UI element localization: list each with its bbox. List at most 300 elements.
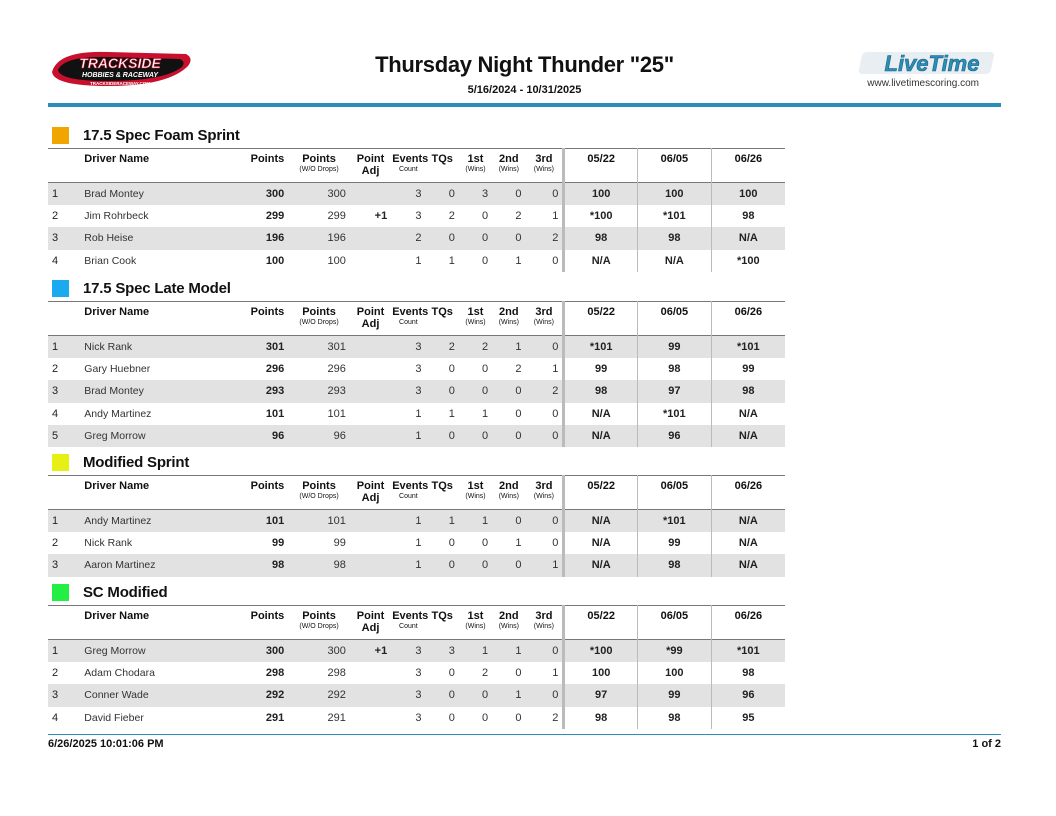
cell-points: 299 xyxy=(265,210,285,223)
cell-points: 100 xyxy=(265,254,285,267)
cell-race: 96 xyxy=(638,425,712,447)
cell-point-adj xyxy=(350,183,391,205)
cell-race: *100 xyxy=(564,640,638,662)
col-first xyxy=(459,302,492,336)
col-position xyxy=(48,606,80,640)
cell-third: 0 xyxy=(552,407,559,420)
cell-first: 1 xyxy=(482,514,489,527)
col-points xyxy=(236,476,288,510)
cell-events: 1 xyxy=(415,537,422,550)
cell-race: N/A xyxy=(564,554,638,576)
col-first-sublabel: (Wins) xyxy=(465,623,486,630)
col-points-wo-drops xyxy=(288,476,350,510)
page-number: 1 of 2 xyxy=(972,738,1001,750)
col-point-adj-label: Point Adj xyxy=(356,306,385,330)
col-points-wo-drops xyxy=(288,606,350,640)
col-third xyxy=(525,149,563,183)
cell-race: 98 xyxy=(638,358,712,380)
cell-points: 99 xyxy=(272,537,285,550)
cell-point-adj xyxy=(350,532,391,554)
cell-points-wo-drops: 301 xyxy=(327,340,346,353)
cell-second: 1 xyxy=(515,644,522,657)
cell-third: 0 xyxy=(552,514,559,527)
cell-race: 98 xyxy=(638,227,712,249)
col-second-sublabel: (Wins) xyxy=(498,166,519,173)
cell-position: 2 xyxy=(52,363,59,376)
cell-events: 3 xyxy=(415,711,422,724)
cell-points: 98 xyxy=(272,559,285,572)
col-race xyxy=(638,476,712,510)
col-first-label: 1st xyxy=(467,153,484,165)
table-row xyxy=(48,336,785,358)
col-events-label: Events xyxy=(392,480,429,492)
cell-third: 1 xyxy=(552,210,559,223)
header-row xyxy=(48,302,785,336)
col-race-label: 05/22 xyxy=(587,153,615,165)
cell-points-wo-drops: 293 xyxy=(327,385,346,398)
col-race xyxy=(638,149,712,183)
col-first-sublabel: (Wins) xyxy=(465,166,486,173)
cell-point-adj xyxy=(350,425,391,447)
cell-third: 0 xyxy=(552,340,559,353)
col-events-label: Events xyxy=(392,153,429,165)
cell-driver-name: Brian Cook xyxy=(84,254,137,267)
cell-driver-name: Andy Martinez xyxy=(84,407,152,420)
col-race-label: 06/26 xyxy=(734,153,763,165)
cell-events: 1 xyxy=(415,514,422,527)
cell-tqs: 0 xyxy=(448,232,455,245)
livetime-logo-text: LiveTime xyxy=(884,51,980,76)
cell-points-wo-drops: 96 xyxy=(333,430,346,443)
cell-race: N/A xyxy=(564,403,638,425)
col-events-label: Events xyxy=(392,306,429,318)
cell-tqs: 1 xyxy=(448,254,455,267)
cell-race: *100 xyxy=(711,250,785,272)
col-point-adj xyxy=(350,606,391,640)
cell-point-adj xyxy=(350,707,391,729)
cell-race: N/A xyxy=(564,532,638,554)
cell-events: 2 xyxy=(415,232,422,245)
col-points-wo-drops-sublabel: (W/O Drops) xyxy=(299,319,339,326)
table-row xyxy=(48,684,785,706)
cell-events: 1 xyxy=(415,430,422,443)
cell-second: 0 xyxy=(515,514,522,527)
cell-events: 3 xyxy=(415,340,422,353)
col-points-wo-drops-label: Points xyxy=(302,480,336,492)
col-second-sublabel: (Wins) xyxy=(498,319,519,326)
col-points-wo-drops-label: Points xyxy=(302,610,336,622)
table-row xyxy=(48,510,785,532)
cell-position: 3 xyxy=(52,559,59,572)
standings-table xyxy=(48,475,785,577)
col-second xyxy=(492,476,525,510)
cell-events: 1 xyxy=(415,559,422,572)
cell-events: 1 xyxy=(415,407,422,420)
cell-second: 1 xyxy=(515,254,522,267)
cell-position: 1 xyxy=(52,340,59,353)
cell-points-wo-drops: 292 xyxy=(327,689,346,702)
cell-race: 95 xyxy=(711,707,785,729)
cell-race: 99 xyxy=(638,684,712,706)
cell-points-wo-drops: 100 xyxy=(327,254,346,267)
cell-first: 0 xyxy=(482,711,489,724)
col-third xyxy=(525,302,563,336)
col-race-label: 06/26 xyxy=(734,306,763,318)
cell-first: 0 xyxy=(482,689,489,702)
col-first-label: 1st xyxy=(467,480,484,492)
cell-position: 3 xyxy=(52,232,59,245)
cell-race: 98 xyxy=(564,380,638,402)
col-second-label: 2nd xyxy=(499,480,519,492)
cell-point-adj xyxy=(350,662,391,684)
col-third-sublabel: (Wins) xyxy=(533,493,554,500)
cell-race: N/A xyxy=(711,403,785,425)
cell-second: 0 xyxy=(515,232,522,245)
col-first xyxy=(459,476,492,510)
table-row xyxy=(48,532,785,554)
col-third-label: 3rd xyxy=(535,306,553,318)
cell-second: 2 xyxy=(515,210,522,223)
cell-driver-name: Brad Montey xyxy=(84,385,144,398)
cell-point-adj xyxy=(350,403,391,425)
cell-points: 196 xyxy=(265,232,285,245)
cell-race: 99 xyxy=(564,358,638,380)
cell-point-adj xyxy=(350,510,391,532)
col-points-label: Points xyxy=(250,610,285,622)
cell-second: 0 xyxy=(515,187,522,200)
cell-point-adj xyxy=(350,684,391,706)
cell-points-wo-drops: 300 xyxy=(327,644,346,657)
cell-third: 1 xyxy=(552,363,559,376)
col-race xyxy=(711,302,785,336)
col-events xyxy=(391,476,429,510)
date-range: 5/16/2024 - 10/31/2025 xyxy=(467,84,582,96)
cell-position: 5 xyxy=(52,430,59,443)
cell-points: 101 xyxy=(265,514,285,527)
class-name: SC Modified xyxy=(83,584,168,601)
cell-driver-name: Greg Morrow xyxy=(84,430,146,443)
cell-first: 2 xyxy=(482,667,489,680)
cell-third: 1 xyxy=(552,667,559,680)
header-row xyxy=(48,476,785,510)
col-second-label: 2nd xyxy=(499,306,519,318)
cell-points-wo-drops: 99 xyxy=(333,537,346,550)
cell-tqs: 1 xyxy=(448,407,455,420)
cell-position: 3 xyxy=(52,689,59,702)
col-race-label: 06/05 xyxy=(660,480,689,492)
class-color-swatch xyxy=(52,584,69,601)
cell-race: N/A xyxy=(564,510,638,532)
col-events xyxy=(391,302,429,336)
standings-table xyxy=(48,148,785,272)
col-race xyxy=(638,302,712,336)
cell-third: 2 xyxy=(552,385,559,398)
cell-tqs: 0 xyxy=(448,667,455,680)
col-race-label: 05/22 xyxy=(587,480,615,492)
col-third xyxy=(525,476,563,510)
cell-driver-name: Brad Montey xyxy=(84,187,144,200)
cell-points: 96 xyxy=(272,430,285,443)
cell-tqs: 0 xyxy=(448,430,455,443)
cell-race: *100 xyxy=(564,205,638,227)
cell-second: 0 xyxy=(515,430,522,443)
col-points-label: Points xyxy=(250,480,285,492)
cell-second: 0 xyxy=(515,559,522,572)
cell-tqs: 0 xyxy=(448,363,455,376)
cell-third: 1 xyxy=(552,559,559,572)
trackside-logo-text: TRACKSIDE xyxy=(79,55,161,71)
cell-points-wo-drops: 101 xyxy=(327,407,346,420)
cell-points: 298 xyxy=(265,667,285,680)
col-race xyxy=(564,606,638,640)
col-driver-name xyxy=(80,606,235,640)
class-section xyxy=(48,124,785,272)
cell-race: 99 xyxy=(711,358,785,380)
cell-tqs: 0 xyxy=(448,187,455,200)
cell-race: 97 xyxy=(564,684,638,706)
cell-race: N/A xyxy=(711,425,785,447)
col-tqs xyxy=(426,302,459,336)
cell-events: 3 xyxy=(415,667,422,680)
header-divider xyxy=(48,103,1001,107)
col-second xyxy=(492,606,525,640)
col-tqs-label: TQs xyxy=(431,306,453,318)
cell-position: 2 xyxy=(52,537,59,550)
cell-second: 1 xyxy=(515,689,522,702)
cell-position: 2 xyxy=(52,210,59,223)
col-race xyxy=(564,149,638,183)
cell-race: N/A xyxy=(711,532,785,554)
cell-driver-name: Adam Chodara xyxy=(84,667,155,680)
col-points-wo-drops-sublabel: (W/O Drops) xyxy=(299,493,339,500)
col-third-label: 3rd xyxy=(535,610,553,622)
standings-table xyxy=(48,301,785,447)
col-driver-name-label: Driver Name xyxy=(84,480,150,492)
cell-driver-name: Aaron Martinez xyxy=(84,559,156,572)
cell-driver-name: Rob Heise xyxy=(84,232,134,245)
col-first-label: 1st xyxy=(467,610,484,622)
cell-point-adj xyxy=(350,554,391,576)
cell-tqs: 1 xyxy=(448,514,455,527)
cell-race: N/A xyxy=(564,425,638,447)
cell-first: 0 xyxy=(482,210,489,223)
col-second xyxy=(492,302,525,336)
class-section xyxy=(48,451,785,577)
cell-race: N/A xyxy=(711,227,785,249)
cell-first: 0 xyxy=(482,254,489,267)
col-events-label: Events xyxy=(392,610,429,622)
col-third xyxy=(525,606,563,640)
table-row xyxy=(48,205,785,227)
col-second-label: 2nd xyxy=(499,153,519,165)
cell-tqs: 0 xyxy=(448,385,455,398)
cell-race: *101 xyxy=(638,403,712,425)
class-color-swatch xyxy=(52,127,69,144)
cell-points: 301 xyxy=(265,340,285,353)
col-race-label: 06/05 xyxy=(660,153,689,165)
cell-points: 292 xyxy=(265,689,285,702)
cell-race: 100 xyxy=(638,662,712,684)
cell-position: 4 xyxy=(52,407,59,420)
col-events xyxy=(391,606,429,640)
print-timestamp: 6/26/2025 10:01:06 PM xyxy=(48,738,164,750)
cell-tqs: 0 xyxy=(448,537,455,550)
col-driver-name xyxy=(80,476,235,510)
cell-driver-name: Nick Rank xyxy=(84,340,133,353)
col-second xyxy=(492,149,525,183)
cell-first: 0 xyxy=(482,537,489,550)
cell-events: 3 xyxy=(415,363,422,376)
col-race-label: 05/22 xyxy=(587,610,615,622)
cell-race: *101 xyxy=(564,336,638,358)
col-point-adj-label: Point Adj xyxy=(356,480,385,504)
cell-events: 1 xyxy=(415,254,422,267)
col-driver-name-label: Driver Name xyxy=(84,306,150,318)
cell-points-wo-drops: 101 xyxy=(327,514,346,527)
col-third-sublabel: (Wins) xyxy=(533,166,554,173)
col-point-adj-label: Point Adj xyxy=(356,153,385,177)
col-first-sublabel: (Wins) xyxy=(465,493,486,500)
col-tqs xyxy=(426,606,459,640)
cell-third: 0 xyxy=(552,430,559,443)
cell-tqs: 2 xyxy=(448,340,455,353)
report-header xyxy=(48,40,1001,102)
cell-first: 0 xyxy=(482,385,489,398)
col-points-wo-drops-label: Points xyxy=(302,306,336,318)
cell-points: 293 xyxy=(265,385,285,398)
cell-driver-name: Nick Rank xyxy=(84,537,133,550)
col-point-adj-label: Point Adj xyxy=(356,610,385,634)
cell-race: 99 xyxy=(638,532,712,554)
col-race xyxy=(564,302,638,336)
class-title-row xyxy=(48,581,785,605)
cell-race: 100 xyxy=(564,183,638,205)
cell-position: 1 xyxy=(52,187,59,200)
col-tqs-label: TQs xyxy=(431,153,453,165)
cell-events: 3 xyxy=(415,689,422,702)
col-points-wo-drops-label: Points xyxy=(302,153,336,165)
col-point-adj xyxy=(350,476,391,510)
table-row xyxy=(48,662,785,684)
cell-first: 0 xyxy=(482,363,489,376)
cell-race: 98 xyxy=(564,227,638,249)
cell-third: 0 xyxy=(552,254,559,267)
cell-third: 0 xyxy=(552,689,559,702)
cell-position: 3 xyxy=(52,385,59,398)
col-events xyxy=(391,149,429,183)
col-events-sublabel: Count xyxy=(399,319,418,326)
cell-race: 100 xyxy=(564,662,638,684)
cell-points-wo-drops: 300 xyxy=(327,187,346,200)
cell-first: 0 xyxy=(482,232,489,245)
class-color-swatch xyxy=(52,454,69,471)
class-color-swatch xyxy=(52,280,69,297)
col-race xyxy=(711,606,785,640)
col-points-wo-drops-sublabel: (W/O Drops) xyxy=(299,166,339,173)
cell-first: 0 xyxy=(482,559,489,572)
cell-position: 2 xyxy=(52,667,59,680)
cell-race: *101 xyxy=(711,336,785,358)
cell-point-adj xyxy=(350,380,391,402)
col-driver-name-label: Driver Name xyxy=(84,153,150,165)
cell-driver-name: Jim Rohrbeck xyxy=(84,210,149,223)
footer-divider xyxy=(48,734,1001,735)
col-driver-name xyxy=(80,149,235,183)
col-race-label: 06/26 xyxy=(734,480,763,492)
cell-first: 1 xyxy=(482,407,489,420)
cell-second: 1 xyxy=(515,340,522,353)
cell-point-adj: +1 xyxy=(374,644,388,657)
col-race xyxy=(638,606,712,640)
col-position xyxy=(48,476,80,510)
cell-points: 300 xyxy=(265,644,285,657)
col-third-sublabel: (Wins) xyxy=(533,623,554,630)
col-race-label: 05/22 xyxy=(587,306,615,318)
table-row xyxy=(48,403,785,425)
col-position xyxy=(48,149,80,183)
cell-driver-name: Gary Huebner xyxy=(84,363,151,376)
col-third-label: 3rd xyxy=(535,153,553,165)
col-tqs-label: TQs xyxy=(431,480,453,492)
cell-second: 0 xyxy=(515,385,522,398)
cell-second: 0 xyxy=(515,407,522,420)
cell-race: N/A xyxy=(711,510,785,532)
cell-tqs: 0 xyxy=(448,711,455,724)
col-tqs-label: TQs xyxy=(431,610,453,622)
col-race-label: 06/05 xyxy=(660,610,689,622)
cell-points-wo-drops: 291 xyxy=(327,711,346,724)
col-points-wo-drops xyxy=(288,149,350,183)
col-first xyxy=(459,606,492,640)
cell-race: 98 xyxy=(711,662,785,684)
col-points xyxy=(236,606,288,640)
cell-third: 2 xyxy=(552,232,559,245)
cell-second: 0 xyxy=(515,711,522,724)
cell-tqs: 0 xyxy=(448,559,455,572)
cell-tqs: 0 xyxy=(448,689,455,702)
cell-points: 291 xyxy=(265,711,285,724)
col-third-label: 3rd xyxy=(535,480,553,492)
cell-race: *101 xyxy=(638,510,712,532)
site-url: www.livetimescoring.com xyxy=(867,78,979,89)
cell-position: 4 xyxy=(52,711,59,724)
table-row xyxy=(48,358,785,380)
col-events-sublabel: Count xyxy=(399,493,418,500)
cell-first: 3 xyxy=(482,187,489,200)
cell-race: 98 xyxy=(711,380,785,402)
cell-driver-name: David Fieber xyxy=(84,711,144,724)
cell-race: *101 xyxy=(711,640,785,662)
cell-first: 1 xyxy=(482,644,489,657)
table-row xyxy=(48,554,785,576)
cell-events: 3 xyxy=(415,187,422,200)
col-second-sublabel: (Wins) xyxy=(498,623,519,630)
col-point-adj xyxy=(350,302,391,336)
col-first-sublabel: (Wins) xyxy=(465,319,486,326)
cell-points-wo-drops: 196 xyxy=(327,232,346,245)
cell-points-wo-drops: 299 xyxy=(327,210,346,223)
cell-race: 98 xyxy=(638,707,712,729)
trackside-logo-url: TRACKSIDERACEWAY.COM xyxy=(89,81,151,86)
page-title: Thursday Night Thunder "25" xyxy=(375,52,674,77)
cell-points-wo-drops: 298 xyxy=(327,667,346,680)
col-points-wo-drops xyxy=(288,302,350,336)
cell-race: N/A xyxy=(564,250,638,272)
col-third-sublabel: (Wins) xyxy=(533,319,554,326)
cell-position: 1 xyxy=(52,644,59,657)
cell-points: 101 xyxy=(265,407,285,420)
col-race-label: 06/05 xyxy=(660,306,689,318)
